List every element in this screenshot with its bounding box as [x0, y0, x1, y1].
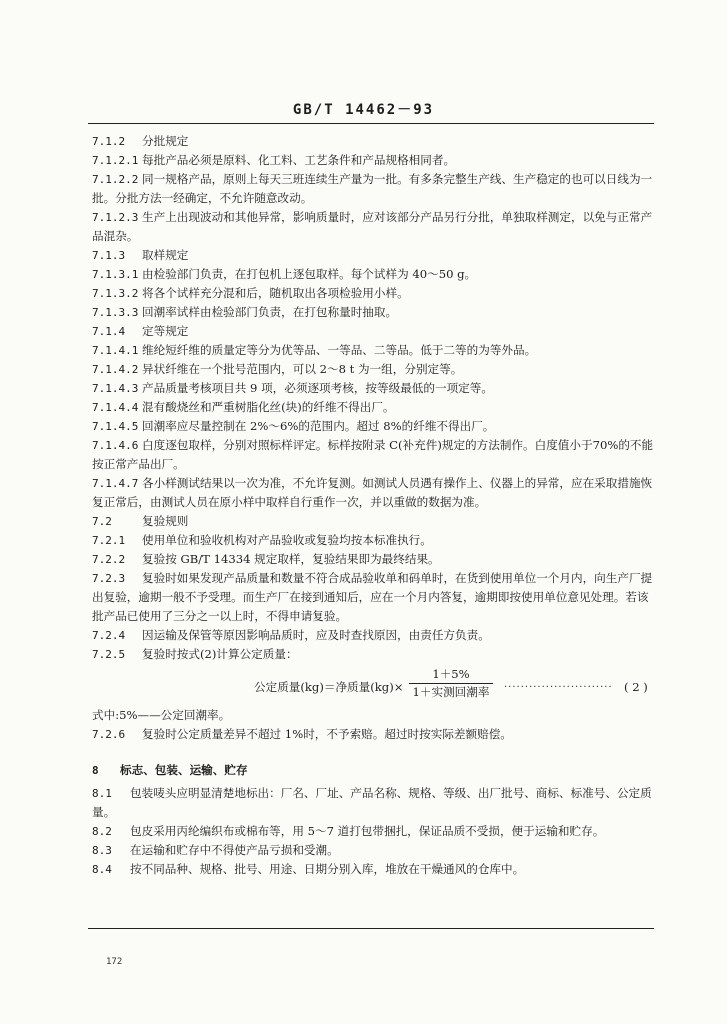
- clause-list: [92, 132, 658, 664]
- clause-number: 7.2.5: [92, 648, 126, 661]
- clause-text: 将各个试样充分混和后，随机取出各项检验用小样。: [142, 286, 409, 300]
- clause-text: 生产上出现波动和其他异常，影响质量时，应对该部分产品另行分批，单独取样测定，以免与正常产品混杂。: [92, 210, 653, 243]
- clause-text: 使用单位和验收机构对产品验收或复验均按本标准执行。: [142, 533, 432, 547]
- clause-text: 复验按 GB/T 14334 规定取样，复验结果即为最终结果。: [142, 552, 440, 566]
- clause-text: 产品质量考核项目共 9 项，必须逐项考核，按等级最低的一项定等。: [142, 381, 493, 395]
- clause-text: 异状纤维在一个批号范围内，可以 2～8 t 为一组，分别定等。: [142, 362, 463, 376]
- standard-code-header: GB/T 14462－93: [292, 102, 435, 118]
- clause-text: 复验时公定质量差异不超过 1%时，不予索赔。超过时按实际差额赔偿。: [142, 727, 512, 741]
- formula-denominator: 1＋实测回潮率: [412, 685, 490, 699]
- clause-paragraph: [92, 246, 658, 265]
- clause-number: 7.1.3.1: [92, 268, 139, 281]
- clause-number: 7.1.4.4: [92, 401, 139, 414]
- clause-paragraph: [92, 284, 658, 303]
- section-8-item: [92, 841, 658, 860]
- formula-fraction: [409, 666, 493, 701]
- clause-text: 同一规格产品，原则上每天三班连续生产量为一批。有多条完整生产线、生产稳定的也可以日线为一批。分批方法一经确定，不允许随意改动。: [92, 172, 653, 205]
- section-8-item: [92, 822, 658, 841]
- clause-text: 包装唛头应明显清楚地标出：厂名、厂址、产品名称、规格、等级、出厂批号、商标、标准号、公定质量。: [92, 786, 652, 819]
- document-body: [92, 132, 658, 879]
- clause-text: 取样规定: [142, 248, 189, 262]
- clause-number: 7.1.4.6: [92, 439, 139, 452]
- clause-text: 复验规则: [142, 514, 189, 528]
- section-number: 8: [92, 764, 99, 777]
- clause-paragraph: [92, 550, 658, 569]
- page-number: 172: [106, 957, 123, 967]
- clause-text: 复验时如果发现产品质量和数量不符合成品验收单和码单时，在货到使用单位一个月内，向生产厂提出复验，逾期一般不予受理。而生产厂在接到通知后，应在一个月内答复，逾期即按使用单位意见处理。若该批产品已使用了三分之一以上时，不得申请复验。: [92, 571, 653, 623]
- clause-paragraph: [92, 436, 658, 474]
- clause-text: 回潮率试样由检验部门负责，在打包称量时抽取。: [142, 305, 398, 319]
- clause-number: 7.1.2.3: [92, 211, 139, 224]
- clause-number: 7.1.3: [92, 249, 126, 262]
- clause-7-2-6: [92, 725, 658, 744]
- formula-leader-dots: ··························: [504, 682, 613, 693]
- clause-paragraph: [92, 531, 658, 550]
- clause-text: 定等规定: [142, 324, 189, 338]
- section-8-item: [92, 784, 658, 822]
- clause-paragraph: [92, 265, 658, 284]
- clause-text: 由检验部门负责，在打包机上逐包取样。每个试样为 40～50 g。: [142, 267, 477, 281]
- clause-number: 7.2.3: [92, 572, 126, 585]
- clause-paragraph: [92, 474, 658, 512]
- clause-text: 分批规定: [142, 134, 189, 148]
- clause-text: 包皮采用丙纶编织布或棉布等，用 5～7 道打包带捆扎，保证品质不受损，便于运输和贮存。: [130, 824, 605, 838]
- clause-text: 各小样测试结果以一次为准，不允许复测。如测试人员遇有操作上、仪器上的异常，应在采取措施恢复正常后，由测试人员在原小样中取样自行重作一次，并以重做的数据为准。: [92, 476, 653, 509]
- section-8-item: [92, 860, 658, 879]
- clause-paragraph: [92, 208, 658, 246]
- clause-paragraph: [92, 151, 658, 170]
- clause-paragraph: [92, 645, 658, 664]
- clause-number: 7.2.1: [92, 534, 126, 547]
- clause-number: 7.1.4.2: [92, 363, 139, 376]
- clause-number: 8.3: [92, 844, 112, 857]
- clause-text: 复验时按式(2)计算公定质量：: [142, 647, 298, 661]
- clause-paragraph: [92, 626, 658, 645]
- clause-text: 维纶短纤维的质量定等分为优等品、一等品、二等品。低于二等的为等外品。: [142, 343, 537, 357]
- clause-paragraph: [92, 132, 658, 151]
- clause-number: 7.1.2.1: [92, 154, 139, 167]
- clause-number: 7.1.4: [92, 325, 126, 338]
- clause-text: 白度逐包取样，分别对照标样评定。标样按附录 C(补充件)规定的方法制作。白度值小于70%的不能按正常产品出厂。: [92, 438, 654, 471]
- clause-paragraph: [92, 303, 658, 322]
- clause-text: 回潮率应尽量控制在 2%～6%的范围内。超过 8%的纤维不得出厂。: [142, 419, 495, 433]
- formula-2: [92, 666, 658, 704]
- clause-number: 7.1.3.2: [92, 287, 139, 300]
- clause-number: 7.1.4.7: [92, 477, 139, 490]
- section-title: 标志、包装、运输、贮存: [120, 763, 248, 777]
- clause-number: 7.2.4: [92, 629, 126, 642]
- clause-number: 7.1.2: [92, 135, 126, 148]
- clause-number: 7.1.3.3: [92, 306, 139, 319]
- formula-numerator: 1＋5%: [409, 666, 493, 684]
- section-8-items: [92, 784, 658, 879]
- clause-paragraph: [92, 417, 658, 436]
- clause-number: 7.2: [92, 515, 112, 528]
- clause-paragraph: [92, 379, 658, 398]
- clause-paragraph: [92, 512, 658, 531]
- clause-number: 7.2.6: [92, 728, 126, 741]
- clause-number: 8.1: [92, 787, 112, 800]
- clause-paragraph: [92, 341, 658, 360]
- clause-text: 因运输及保管等原因影响品质时，应及时查找原因，由责任方负责。: [142, 628, 490, 642]
- clause-number: 7.2.2: [92, 553, 126, 566]
- header-rule: [88, 123, 654, 124]
- clause-number: 8.2: [92, 825, 112, 838]
- clause-paragraph: [92, 170, 658, 208]
- clause-paragraph: [92, 360, 658, 379]
- formula-equation-number: ( 2 ): [624, 680, 648, 694]
- formula-lhs: 公定质量(kg)＝净质量(kg)×: [254, 680, 404, 694]
- section-8-heading: [92, 761, 658, 780]
- footer-rule: [88, 928, 654, 929]
- clause-paragraph: [92, 322, 658, 341]
- clause-number: 7.1.4.3: [92, 382, 139, 395]
- clause-text: 混有酸烧丝和严重树脂化丝(块)的纤维不得出厂。: [142, 400, 395, 414]
- clause-text: 每批产品必须是原料、化工料、工艺条件和产品规格相同者。: [142, 153, 456, 167]
- clause-number: 7.1.4.5: [92, 420, 139, 433]
- formula-note: 式中:5%——公定回潮率。: [92, 708, 231, 722]
- clause-number: 7.1.2.2: [92, 173, 139, 186]
- clause-number: 7.1.4.1: [92, 344, 139, 357]
- clause-text: 按不同品种、规格、批号、用途、日期分别入库，堆放在干燥通风的仓库中。: [130, 862, 525, 876]
- clause-paragraph: [92, 569, 658, 626]
- clause-paragraph: [92, 398, 658, 417]
- clause-number: 8.4: [92, 863, 112, 876]
- clause-text: 在运输和贮存中不得使产品亏损和受潮。: [130, 843, 339, 857]
